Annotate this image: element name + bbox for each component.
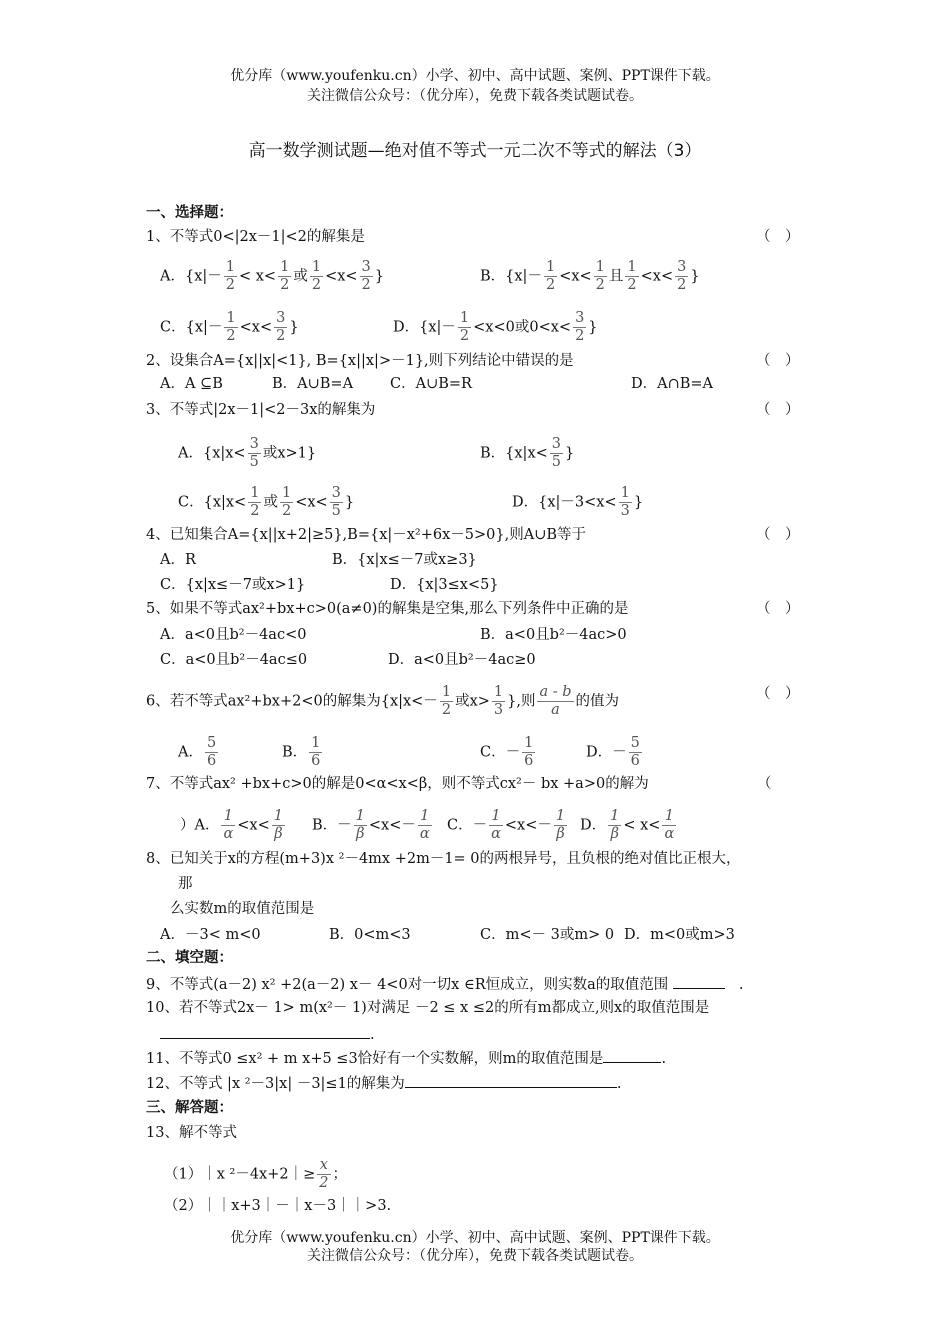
q8-option-b: B．0<m<3 [329,927,411,943]
q5-option-a: A．a<0且b²－4ac<0 [160,627,307,643]
q13-stem: 13、解不等式 [146,1125,237,1141]
q3-option-a: A．{x|x< $\frac{3}{5}$ 或x>1} [178,436,317,470]
fraction: $\frac{1}{2}$ [595,259,605,293]
fraction: $\frac{1}{2}$ [459,310,470,344]
q7-option-c: C．－ $\frac{1}{\alpha}$ <x<－ $\frac{1}{\beta}$ [447,808,566,842]
q4-option-c: C．{x|x≤－7或x>1} [160,577,306,593]
header-line-1: 优分库（www.youfenku.cn）小学、初中、高中试题、案例、PPT课件下载。 [230,68,720,84]
q4-option-a: A．R [160,552,196,568]
fraction: $\frac{3}{2}$ [361,259,371,293]
fraction: $\frac{1}{3}$ [493,684,504,718]
q5-stem: 5、如果不等式ax²+bx+c>0(a≠0)的解集是空集,那么下列条件中正确的是 [146,601,629,617]
fraction: $\frac{3}{2}$ [575,310,585,344]
q7-option-d: D． $\frac{1}{\beta}$ < x< $\frac{1}{\alpha}$ [580,808,675,842]
q5-paren: （ ） [756,601,800,617]
q3-stem: 3、不等式|2x－1|<2－3x的解集为 [146,402,376,418]
q1-option-a: A．{x|－ $\frac{1}{2}$ < x< $\frac{1}{2}$ 或 $\frac{1}{2}$ <x< $\frac{3}{2}$ } [160,259,385,293]
fraction: $\frac{1}{2}$ [280,259,290,293]
q5-option-d: D．a<0且b²－4ac≥0 [388,652,536,668]
q6-option-c: C．－ $\frac{1}{6}$ [480,735,534,769]
q5-option-c: C．a<0且b²－4ac≤0 [160,652,308,668]
q2-paren: （ ） [756,353,800,369]
q3-paren: （ ） [756,402,800,418]
fraction: $\frac{3}{5}$ [331,485,341,519]
q6-option-d: D．－ $\frac{5}{6}$ [586,735,640,769]
fraction: $\frac{5}{6}$ [206,735,217,769]
q1-stem: 1、不等式0<|2x－1|<2的解集是 [146,229,365,245]
fraction: $\frac{1}{\alpha}$ [491,808,501,842]
fraction: $\frac{1}{2}$ [441,684,452,718]
q3-option-b: B．{x|x< $\frac{3}{5}$ } [480,436,575,470]
fraction: $\frac{1}{\beta}$ [610,808,620,842]
q4-option-b: B．{x|x≤－7或x≥3} [332,552,477,568]
section-fill: 二、填空题： [146,949,233,966]
q2-option-b: B．A∪B=A [272,376,354,392]
q8-option-c: C．m<－ 3或m> 0 [480,927,615,943]
fraction: $\frac{1}{6}$ [524,735,534,769]
q2-option-c: C．A∪B=R [390,376,472,392]
q4-option-d: D．{x|3≤x<5} [390,577,499,593]
q2-option-a: A．A ⊆B [160,376,223,392]
fraction: $\frac{1}{\alpha}$ [419,808,430,842]
fraction: $\frac{1}{\beta}$ [555,808,566,842]
q5-option-b: B．a<0且b²－4ac>0 [480,627,627,643]
fraction: $\frac{1}{2}$ [226,310,236,344]
q11: 11、不等式0 ≤x² + m x+5 ≤3恰好有一个实数解，则m的取值范围是 . [146,1048,666,1069]
section-choice: 一、选择题： [146,204,233,221]
q1-option-b: B．{x|－ $\frac{1}{2}$ <x< $\frac{1}{2}$ 且 $\frac{1}{2}$ <x< $\frac{3}{2}$ } [480,259,700,293]
fraction: $\frac{1}{2}$ [225,259,235,293]
q7-stem: 7、不等式ax² +bx+c>0的解是0<α<x<β，则不等式cx²－ bx +a>0的解为 [146,776,649,792]
fraction: $\frac{3}{2}$ [276,310,286,344]
answer-blank [405,1073,617,1088]
q3-option-c: C．{x|x< $\frac{1}{2}$ 或 $\frac{1}{2}$ <x< $\frac{3}{5}$ } [178,485,355,519]
fraction: $\frac{1}{2}$ [250,485,260,519]
q6-option-a: A． $\frac{5}{6}$ [178,735,217,769]
fraction: $\frac{1}{2}$ [281,485,292,519]
answer-blank [603,1048,661,1063]
q7-paren: （ [757,776,772,792]
q8-stem: 8、已知关于x的方程(m+3)x ²－4mx +2m－1= 0的两根异号，且负根的绝对值比正根大， [146,851,741,867]
footer-line-2: 关注微信公众号：（优分库），免费下载各类试题试卷。 [307,1248,643,1264]
q9: 9、不等式(a－2) x² +2(a－2) x－ 4<0对一切x ∈R恒成立，则实数a的取值范围 . [146,974,743,995]
answer-blank [160,1024,370,1039]
fraction: $\frac{3}{5}$ [249,436,259,470]
q2-stem: 2、设集合A={x||x|<1}, B={x||x|>－1},则下列结论中错误的是 [146,353,574,369]
q8-option-a: A．－3< m<0 [160,927,261,943]
q8-stem-3: 么实数m的取值范围是 [170,901,315,917]
footer-line-1: 优分库（www.youfenku.cn）小学、初中、高中试题、案例、PPT课件下载。 [230,1230,720,1246]
header-line-2: 关注微信公众号：（优分库），免费下载各类试题试卷。 [307,88,643,104]
q1-option-d: D．{x|－ $\frac{1}{2}$ <x<0或0<x< $\frac{3}{2}$ } [393,310,598,344]
q3-option-d: D．{x|－3<x< $\frac{1}{3}$ } [512,485,644,519]
q7-option-a: ）A． $\frac{1}{\alpha}$ <x< $\frac{1}{\beta}$ [180,808,283,842]
fraction: $\frac{1}{3}$ [620,485,630,519]
q8-stem-2: 那 [178,876,193,892]
fraction: $\frac{1}{\beta}$ [273,808,283,842]
section-solve: 三、解答题： [146,1099,233,1116]
fraction: $\frac{1}{\alpha}$ [664,808,675,842]
q1-paren: （ ） [756,229,800,245]
q4-paren: （ ） [756,527,800,543]
q1-option-c: C．{x|－ $\frac{1}{2}$ <x< $\frac{3}{2}$ } [160,310,299,344]
fraction: $\frac{1}{\alpha}$ [223,808,234,842]
fraction: $\frac{1}{2}$ [311,259,322,293]
page-title: 高一数学测试题—绝对值不等式一元二次不等式的解法（3） [248,141,702,161]
fraction: $\frac{1}{2}$ [627,259,637,293]
fraction: $\frac{3}{5}$ [551,436,562,470]
q12: 12、不等式 |x ²－3|x| －3|≤1的解集为 . [146,1073,621,1094]
answer-blank [673,974,725,989]
fraction: $\frac{1}{2}$ [545,259,556,293]
q2-option-d: D．A∩B=A [631,376,714,392]
fraction: $\frac{3}{2}$ [677,259,687,293]
fraction: $\frac{a - b}{a}$ [539,684,572,718]
q13-part-2: （2）｜｜x+3｜－｜x－3｜｜>3. [164,1198,392,1214]
q6-stem: 6、若不等式ax²+bx+2<0的解集为{x|x<－ $\frac{1}{2}$ 或x> $\frac{1}{3}$ },则 $\frac{a - b}{a}$ 的值为 [146,684,620,718]
q10-answer: . [160,1024,375,1045]
q6-paren: （ ） [756,686,800,702]
q8-option-d: D．m<0或m>3 [624,927,735,943]
fraction: $\frac{5}{6}$ [630,735,640,769]
fraction: $\frac{x}{2}$ [319,1157,329,1191]
q7-option-b: B．－ $\frac{1}{\beta}$ <x<－ $\frac{1}{\alpha}$ [312,808,430,842]
q4-stem: 4、已知集合A={x||x+2|≥5},B={x|－x²+6x－5>0},则A∪B等于 [146,527,587,543]
q13-part-1: （1）｜x ²－4x+2｜≥ $\frac{x}{2}$ ； [164,1157,347,1191]
fraction: $\frac{1}{\beta}$ [355,808,365,842]
q6-option-b: B． $\frac{1}{6}$ [282,735,321,769]
q10: 10、若不等式2x－ 1> m(x²－ 1)对满足 －2 ≤ x ≤2的所有m都成立,则x的取值范围是 [146,1000,710,1016]
fraction: $\frac{1}{6}$ [311,735,321,769]
